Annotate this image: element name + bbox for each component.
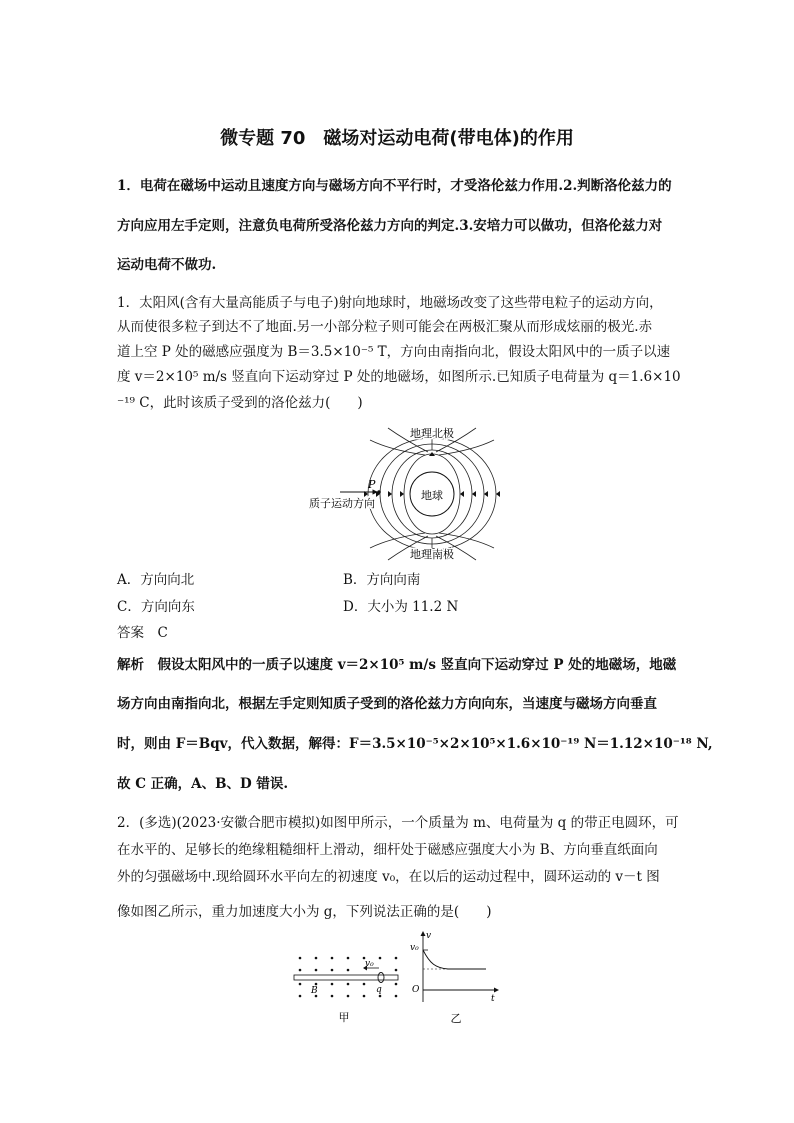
analysis-line-4: 故 C 正确，A、B、D 错误.: [117, 776, 289, 792]
fig-b-v0-label: v₀: [410, 943, 419, 953]
analysis-line-2: 场方向由南指向北，根据左手定则知质子受到的洛伦兹力方向向东，当速度与磁场方向垂直: [117, 696, 657, 712]
q1-line-1: 1．太阳风(含有大量高能质子与电子)射向地球时，地磁场改变了这些带电粒子的运动方向，: [117, 295, 663, 311]
proton-direction-label: 质子运动方向: [309, 497, 375, 510]
fig-b-v-label: v: [426, 931, 432, 941]
q2-line-2: 在水平的、足够长的绝缘粗糙细杆上滑动，细杆处于磁感应强度大小为 B、方向垂直纸面向: [117, 842, 658, 858]
fig-a-b-label: B: [311, 986, 318, 996]
south-pole-label: 地理南极: [410, 548, 454, 561]
page-title: 微专题 70 磁场对运动电荷(带电体)的作用: [220, 128, 574, 149]
q2-line-1: 2．(多选)(2023·安徽合肥市模拟)如图甲所示，一个质量为 m、电荷量为 q 的带正电圆环，可: [117, 815, 679, 831]
intro-line-2: 方向应用左手定则，注意负电荷所受洛伦兹力方向的判定.3.安培力可以做功，但洛伦兹力对: [117, 218, 663, 234]
fig-b-origin-label: O: [412, 985, 420, 995]
q1-line-3: 道上空 P 处的磁感应强度为 B＝3.5×10⁻⁵ T，方向由南指向北，假设太阳风中的一质子以速: [117, 344, 671, 360]
p-label: P: [368, 478, 376, 491]
q1-line-4: 度 v＝2×10⁵ m/s 竖直向下运动穿过 P 处的地磁场，如图所示.已知质子电荷量为 q＝1.6×10: [117, 369, 681, 385]
q2-line-4: 像如图乙所示，重力加速度大小为 g，下列说法正确的是( ): [117, 904, 492, 920]
analysis-line-3: 时，则由 F＝Bqv，代入数据，解得：F＝3.5×10⁻⁵×2×10⁵×1.6×10⁻¹⁹ N＝1.12×10⁻¹⁸ N,: [117, 736, 713, 752]
fig-b-t-label: t: [491, 994, 495, 1004]
q1-line-2: 从而使很多粒子到达不了地面.另一小部分粒子则可能会在两极汇聚从而形成炫丽的极光.赤: [117, 319, 653, 335]
earth-magnetic-field-figure: [300, 420, 500, 565]
answer: 答案 C: [117, 625, 168, 641]
option-b: B．方向向南: [343, 572, 421, 588]
q2-line-3: 外的匀强磁场中.现给圆环水平向左的初速度 v₀，在以后的运动过程中，圆环运动的 v－t 图: [117, 869, 660, 885]
earth-label: 地球: [421, 489, 443, 502]
north-pole-label: 地理北极: [410, 427, 454, 440]
fig-a-v0-label: v₀: [365, 959, 374, 969]
option-a: A．方向向北: [117, 572, 195, 588]
ring-on-rod-figure: [290, 950, 405, 1025]
fig-a-q-label: q: [376, 985, 382, 995]
intro-line-1: 1．电荷在磁场中运动且速度方向与磁场方向不平行时，才受洛伦兹力作用.2.判断洛伦兹力的: [117, 178, 672, 194]
q1-line-5: ⁻¹⁹ C，此时该质子受到的洛伦兹力( ): [117, 395, 363, 411]
option-d: D．大小为 11.2 N: [343, 599, 459, 615]
option-c: C．方向向东: [117, 599, 195, 615]
fig-b-caption: 乙: [450, 1012, 462, 1025]
intro-line-3: 运动电荷不做功.: [117, 257, 217, 273]
fig-a-caption: 甲: [338, 1011, 350, 1024]
analysis-line-1: 解析 假设太阳风中的一质子以速度 v＝2×10⁵ m/s 竖直向下运动穿过 P 处的地磁场，地磁: [117, 657, 677, 673]
velocity-time-graph: [405, 925, 505, 1025]
